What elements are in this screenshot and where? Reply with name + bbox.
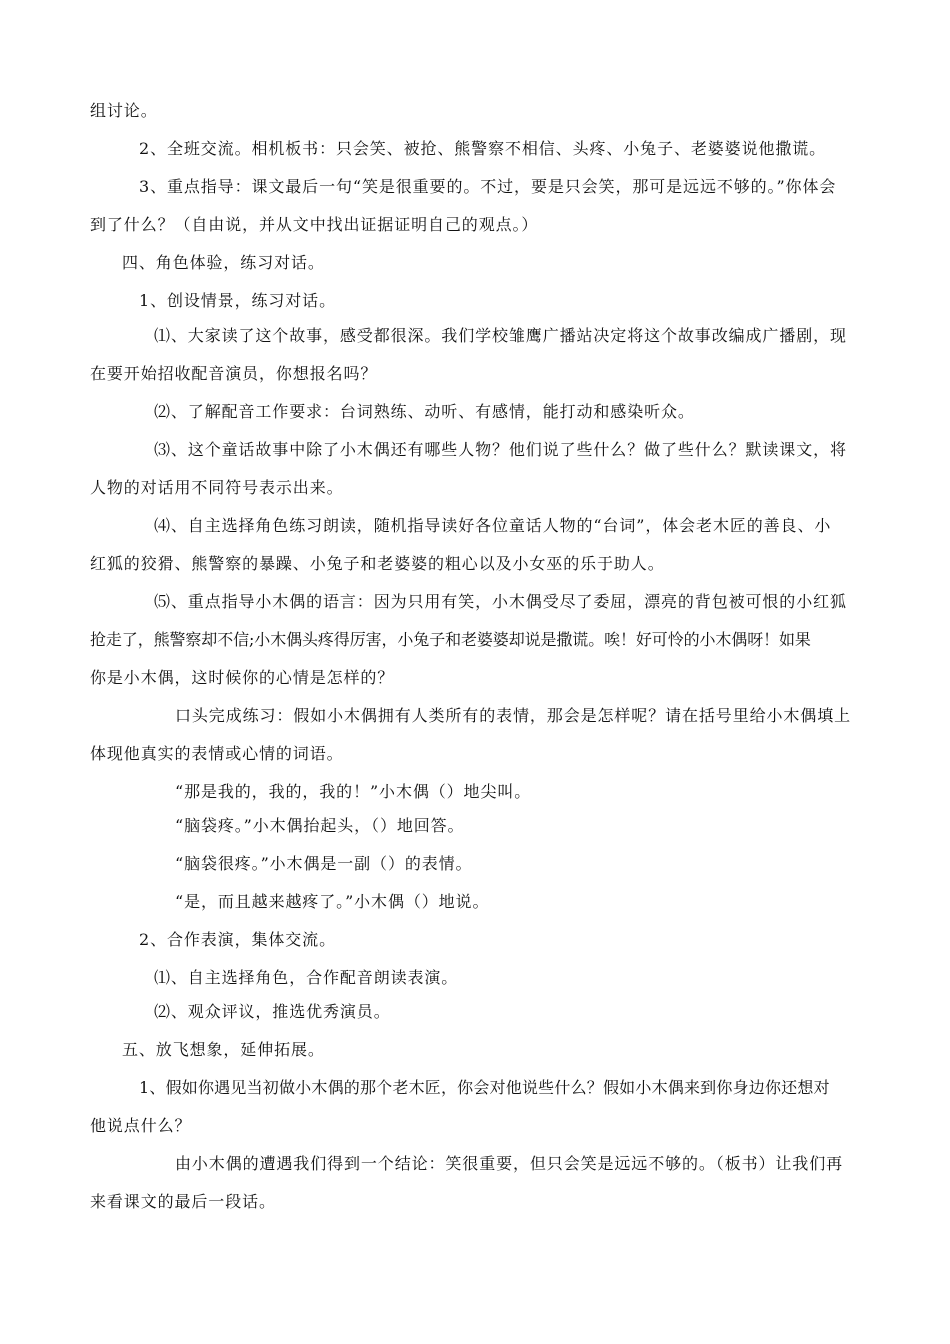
text-line: 1、假如你遇见当初做小木偶的那个老木匠，你会对他说些什么？假如小木偶来到你身边你还想对 (139, 1078, 830, 1097)
section-heading: 四、角色体验，练习对话。 (122, 253, 325, 272)
text-line: “脑袋很疼。”小木偶是一副（）的表情。 (175, 854, 473, 873)
text-line: 由小木偶的遭遇我们得到一个结论：笑很重要，但只会笑是远远不够的。（板书）让我们再 (175, 1154, 844, 1173)
text-line: 红狐的狡猾、熊警察的暴躁、小兔子和老婆婆的粗心以及小女巫的乐于助人。 (90, 554, 665, 573)
text-line: 1、创设情景，练习对话。 (139, 291, 336, 310)
text-line: 他说点什么？ (90, 1116, 192, 1135)
text-line: 组讨论。 (90, 101, 158, 120)
text-line: 3、重点指导：课文最后一句“笑是很重要的。不过，要是只会笑，那可是远远不够的。”你体会 (139, 177, 837, 196)
text-line: ⑶、这个童话故事中除了小木偶还有哪些人物？他们说了些什么？做了些什么？默读课文，将 (154, 440, 847, 459)
text-line: ⑵、了解配音工作要求：台词熟练、动听、有感情，能打动和感染听众。 (154, 402, 695, 421)
text-line: ⑸、重点指导小木偶的语言：因为只用有笑，小木偶受尽了委屈，漂亮的背包被可恨的小红狐 (154, 592, 847, 611)
text-line: ⑷、自主选择角色练习朗读，随机指导读好各位童话人物的“台词”，体会老木匠的善良、小 (154, 516, 832, 535)
text-line: 抢走了，熊警察却不信;小木偶头疼得厉害，小兔子和老婆婆却说是撒谎。唉！好可怜的小木偶呀！如果 (90, 630, 811, 649)
text-line: 到了什么？（自由说，并从文中找出证据证明自己的观点。） (90, 215, 539, 234)
text-line: “是，而且越来越疼了。”小木偶（）地说。 (175, 892, 490, 911)
text-line: 2、全班交流。相机板书：只会笑、被抢、熊警察不相信、头疼、小兔子、老婆婆说他撒谎。 (139, 139, 827, 158)
text-line: 2、合作表演，集体交流。 (139, 930, 336, 949)
text-line: ⑵、观众评议，推选优秀演员。 (154, 1002, 391, 1021)
text-line: “脑袋疼。”小木偶抬起头，（）地回答。 (175, 816, 465, 835)
text-line: 人物的对话用不同符号表示出来。 (90, 478, 344, 497)
text-line: 来看课文的最后一段话。 (90, 1192, 276, 1211)
text-line: 体现他真实的表情或心情的词语。 (90, 744, 344, 763)
section-heading: 五、放飞想象，延伸拓展。 (122, 1040, 325, 1059)
text-line: 口头完成练习：假如小木偶拥有人类所有的表情，那会是怎样呢？请在括号里给小木偶填上 (175, 706, 852, 725)
text-line: ⑴、大家读了这个故事，感受都很深。我们学校雏鹰广播站决定将这个故事改编成广播剧，现 (154, 326, 847, 345)
text-line: “那是我的，我的，我的！”小木偶（）地尖叫。 (175, 782, 532, 801)
text-line: 在要开始招收配音演员，你想报名吗？ (90, 364, 378, 383)
text-line: 你是小木偶，这时候你的心情是怎样的？ (90, 668, 395, 687)
text-line: ⑴、自主选择角色，合作配音朗读表演。 (154, 968, 459, 987)
